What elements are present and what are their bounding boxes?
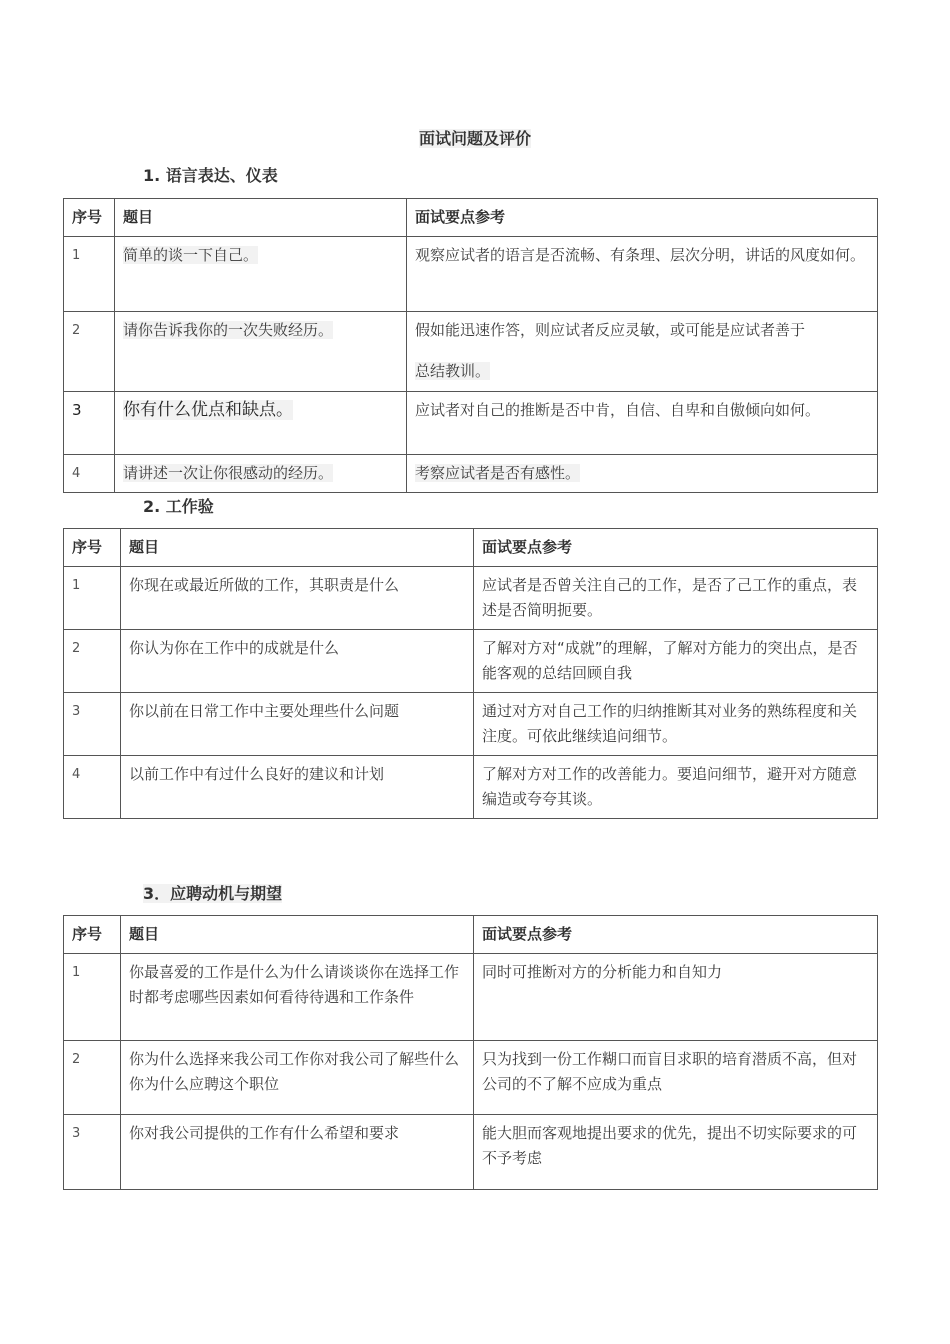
table-row (64, 237, 878, 312)
table-row (64, 756, 878, 819)
row-reference: 同时可推断对方的分析能力和自知力 (474, 954, 878, 1041)
row-reference: 考察应试者是否有感性。 (407, 455, 878, 493)
table-row (64, 693, 878, 756)
header-question: 题目 (121, 916, 474, 954)
table-language-expression (63, 198, 878, 493)
document-title: 面试问题及评价 (418, 129, 531, 148)
row-num: 3 (64, 693, 121, 756)
row-num: 3 (64, 392, 115, 455)
table-motivation-expectation (63, 915, 878, 1190)
row-question: 你现在或最近所做的工作，其职责是什么 (121, 567, 474, 630)
section-heading-2: 2. 工作验 (143, 497, 214, 516)
row-question: 你认为你在工作中的成就是什么 (121, 630, 474, 693)
header-reference: 面试要点参考 (474, 529, 878, 567)
row-question: 简单的谈一下自己。 (115, 237, 407, 312)
header-reference: 面试要点参考 (407, 199, 878, 237)
row-num: 1 (64, 954, 121, 1041)
table-header-row (64, 916, 878, 954)
header-num: 序号 (64, 529, 121, 567)
row-reference-line: 假如能迅速作答，则应试者反应灵敏，或可能是应试者善于 (415, 321, 806, 339)
header-num: 序号 (64, 916, 121, 954)
row-num: 1 (64, 567, 121, 630)
table-work-experience (63, 528, 878, 819)
row-num: 3 (64, 1115, 121, 1190)
row-num: 4 (64, 455, 115, 493)
header-num: 序号 (64, 199, 115, 237)
row-question: 请讲述一次让你很感动的经历。 (115, 455, 407, 493)
row-num: 4 (64, 756, 121, 819)
row-question: 你对我公司提供的工作有什么希望和要求 (121, 1115, 474, 1190)
header-question: 题目 (115, 199, 407, 237)
table-header-row (64, 529, 878, 567)
section-heading-3: 3．应聘动机与期望 (143, 884, 283, 903)
table-row (64, 954, 878, 1041)
section-heading-1: 1. 语言表达、仪表 (143, 166, 278, 185)
table-row (64, 1041, 878, 1115)
table-row (64, 567, 878, 630)
row-reference (407, 312, 878, 392)
row-question: 以前工作中有过什么良好的建议和计划 (121, 756, 474, 819)
row-reference: 应试者对自己的推断是否中肯，自信、自卑和自傲倾向如何。 (407, 392, 878, 455)
row-num: 2 (64, 630, 121, 693)
table-row (64, 392, 878, 455)
row-num: 2 (64, 1041, 121, 1115)
table-row (64, 312, 878, 392)
row-question: 你以前在日常工作中主要处理些什么问题 (121, 693, 474, 756)
row-question: 请你告诉我你的一次失败经历。 (115, 312, 407, 392)
row-reference: 能大胆而客观地提出要求的优先，提出不切实际要求的可不予考虑 (474, 1115, 878, 1190)
header-reference: 面试要点参考 (474, 916, 878, 954)
row-question: 你有什么优点和缺点。 (115, 392, 407, 455)
table-header-row (64, 199, 878, 237)
row-question: 你最喜爱的工作是什么为什么请谈谈你在选择工作时都考虑哪些因素如何看待待遇和工作条件 (121, 954, 474, 1041)
table-row (64, 630, 878, 693)
table-row (64, 1115, 878, 1190)
row-reference-line: 总结教训。 (415, 362, 491, 380)
row-reference: 观察应试者的语言是否流畅、有条理、层次分明，讲话的风度如何。 (407, 237, 878, 312)
row-reference: 应试者是否曾关注自己的工作，是否了己工作的重点，表述是否简明扼要。 (474, 567, 878, 630)
row-question: 你为什么选择来我公司工作你对我公司了解些什么你为什么应聘这个职位 (121, 1041, 474, 1115)
row-num: 2 (64, 312, 115, 392)
row-num: 1 (64, 237, 115, 312)
row-reference: 了解对方对“成就”的理解，了解对方能力的突出点，是否能客观的总结回顾自我 (474, 630, 878, 693)
row-reference: 了解对方对工作的改善能力。要追问细节，避开对方随意编造或夸夸其谈。 (474, 756, 878, 819)
table-row (64, 455, 878, 493)
row-reference: 通过对方对自己工作的归纳推断其对业务的熟练程度和关注度。可依此继续追问细节。 (474, 693, 878, 756)
row-reference: 只为找到一份工作糊口而盲目求职的培育潜质不高，但对公司的不了解不应成为重点 (474, 1041, 878, 1115)
header-question: 题目 (121, 529, 474, 567)
